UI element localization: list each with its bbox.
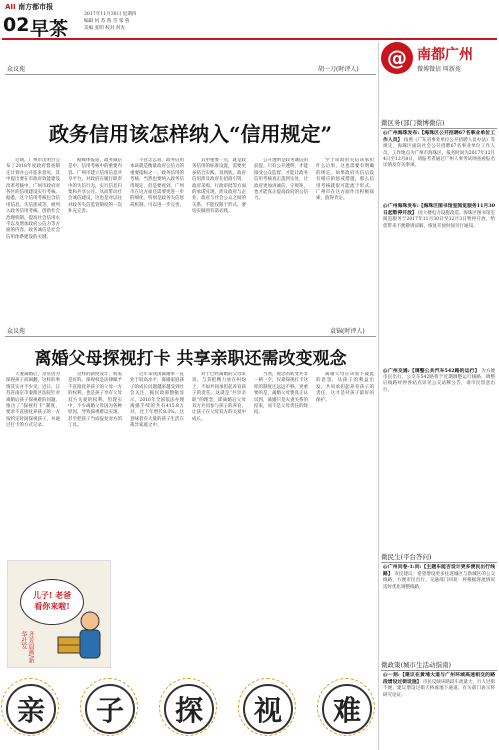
section-name: 早茶 [30, 18, 69, 40]
header-date: 2017年11月30日 星期四 [84, 12, 137, 17]
sidebar-subtitle: 微博微信 叫新苑 [417, 66, 461, 73]
sidebar-post [383, 130, 495, 200]
post-title: @广州海珠发布:【海珠区公开招聘67名事业单位工作人员】 [383, 130, 495, 144]
article1-kicker: 众议苑 [7, 66, 26, 73]
article1-column: 至于说政府失信该承担什么后果，这也需要有明确的规定。如果政府失信后没有相应的惩戒措施，那么信用考核就很可能流于形式。广州市在这方面作出积极探索，值得肯定。 [316, 158, 374, 202]
article1-column: 公开透明是政务诚信的前提。只有公开透明，才能接受公众监督，才能让政务信用考核真正落到实处，让政府更加讲诚信、守规矩，也才能真正提高政府的公信力。 [254, 158, 308, 202]
article1-column: 不管怎么说，政务信用本该就是衡量政府公信力的重要指标之一。政务信用的考核，当然也要纳入政务信用规定，但是要看到，广州市在这方面还需要更进一步的细化，特别是政务失信惩戒机制，可以进一步完善。 [130, 158, 184, 208]
banner-char: 视 [243, 684, 293, 734]
bubble-line: 看你来啦! [34, 601, 70, 611]
sidebar-post [383, 564, 495, 654]
article1-headline: 政务信用该怎样纳入“信用规定” [48, 122, 332, 146]
image-credit: 齐芳晨画/新华社发 [20, 631, 34, 664]
post-text: 市民反映该路段车流量大，行人过街不便，建议增设过街天桥或地下通道。有关部门表示将研究论证。 [383, 680, 495, 698]
page-number: 02 [3, 14, 30, 36]
post-text: 市民建议：希望增设更多往返城区与新城区的公交线路，方便市民出行。交通部门回复：将根据客流情况适时优化调整线路。 [383, 572, 495, 590]
bottom-banner [0, 678, 378, 750]
sidebar-post [383, 672, 495, 748]
post-title: @一刻:【建议在黄埔大道与广州环城高速相交的路段增设过街设施】 [383, 672, 495, 686]
article2-headline: 离婚父母探视打卡 共享亲职还需改变观念 [34, 349, 347, 369]
banner-char: 亲 [6, 684, 56, 734]
article2-kicker: 众议苑 [7, 328, 26, 335]
sidebar [381, 40, 497, 750]
sidebar-divider [378, 42, 379, 750]
article2-column: 对于已经离婚的父母来说，与其把精力放在纠纷上，不如共同承担起养育孩子的责任。这就是“共享亲职”的理念，即离婚后父母双方共同参与孩子的养育，让孩子在父母双方的关爱中成长。 [192, 372, 246, 422]
banner-char: 探 [164, 684, 214, 734]
article2-byline: 袁锦(时评人) [330, 328, 365, 335]
article2-column: 这样的制度设计，初衷是好的。探视权是法律赋予不直接抚养孩子的父母一方的权利，也是孩子享有父母双方关爱的权利。但现实中，不少离婚父母因为各种原因，导致探视难以实现，甚至把孩子当成报复对方的工具。 [68, 372, 122, 429]
article1-column: 近期，广州市出明台公布了2018年度政府督查制定计划并公开征求意见，其中提出要在市政府效能建设改革考核中，广州市政府对各区的信用建设实行考核。据悉，这个信用考核包含信用信息、失信惩戒等，被列入政务信用考核。创新社会治理机制，提高社会信用水平以及增加政府公信力等方面的内容。政务诚信是社会信用体系建设的关键。 [6, 158, 60, 240]
article1-rule [5, 74, 376, 75]
header-meta [84, 11, 136, 32]
brand-prefix: AII [5, 3, 16, 11]
brand-name: 南方都市报 [18, 3, 54, 11]
article2-rule [5, 336, 376, 337]
sidebar-post [383, 368, 495, 488]
banner-char: 子 [85, 684, 135, 734]
article1-column: 其中重要一点，就是政务信用的标准设置，需要更多结合实践。说到底，政府信用涉及政府在招商引资、政府采购、行政审批等方面的承诺兑现，涉及政府与企业、政府与社会公众之间的关系，不能仅限于形式，要切实做到有诺必践。 [192, 158, 246, 215]
header-design: 美编 张明 校对 何先 [84, 26, 126, 31]
sidebar-section-title: 微民生(平台答问) [381, 552, 497, 563]
bubble-line: 儿子! 老爸 [32, 590, 72, 600]
post-text: 因大楼电力设施改造，海珠区图书馆室阅览服务于2017年11月30日至12月3日暂停开放，给您带来不便敬请谅解，恢复开放时间另行通知。 [383, 211, 495, 229]
cartoon-image [7, 560, 111, 668]
post-title: @广州交通:【调整公共汽车542路的运行】 [383, 368, 480, 374]
page-header [0, 0, 499, 38]
banner-char: 难 [322, 684, 372, 734]
sidebar-title: 南都广州 [417, 47, 473, 63]
article2-column: 天妻离婚后，常常因为探视孩子而闹翻，这样的事情其实并不少见。近日，江苏省南京市秦淮区法院针对离婚后孩子探视难的问题，推出了“探视打卡”制度，要求不直接抚养孩子的一方按约定时间探视孩子，并通过打卡的方式记录。 [6, 372, 60, 429]
article1-column: 据媒体报道，政务诚信是中、信用考核中的重要内容。广州市建立信用信息共享平台，对政府在履行职责中的失信行为，实行信息归集和共享公开。从而带动社会诚信建设，这也是对以往对政务失信监管制度的一次补充完善。 [68, 158, 122, 215]
sidebar-post [383, 203, 495, 275]
article2-column: 离婚父母应该放下彼此的恩怨，从孩子的利益出发，共同承担起养育孩子的责任，这才是对孩子最好的保护。 [316, 372, 374, 403]
article1-byline: 胡一刀(时评人) [318, 66, 359, 73]
post-title: @广州问卷-1:问:【主题车能否设计更多便民出行线路】 [383, 564, 495, 578]
post-text: 按照《广东省事业单位公开招聘人员办法》等规定，海珠区面向社会公开招聘67名事业单位工作人员，工作地点为广州市海珠区。报名时间为2017年12月4日至12月8日，请报考者通过广州人事考试网查看报名详情及有关事项。 [383, 138, 495, 169]
post-title: @广州海珠发布:【海珠区图书馆室阅览服务11月30日起暂停开放】 [383, 203, 495, 217]
header-editors: 编辑 何 苏 鲁 雪 邹 鲁 [84, 19, 130, 24]
masthead-brand [5, 2, 53, 12]
article2-column: 当然，观念的转变并非一朝一夕，仅靠探视打卡这样的制度还远远不够。更重要的是，离婚父母要真正认识到，离婚只是夫妻关系的结束，而不是父母责任的终结。 [254, 372, 308, 416]
article2-column: 近年来我国离婚率一直处于较高水平，离婚家庭孩子的成长问题越来越受到社会关注。据民政部数据显示，2016年全国依法办理离婚手续的共有415.8万对，比上年增长8.3%，这意味着有大量的孩子生活在离异家庭之中。 [130, 372, 184, 429]
post-text: 为方便市民出行，公交车542路将于近期调整运行线路，调整后线路经停各站点详见公交站牌公告，请市民留意出行。 [383, 369, 495, 393]
sidebar-section-title: 微区务(部门微博微信) [381, 118, 497, 129]
sidebar-section-title: 微政策(城市生活动指南) [381, 660, 497, 671]
weibo-at-icon: @ [381, 42, 413, 74]
